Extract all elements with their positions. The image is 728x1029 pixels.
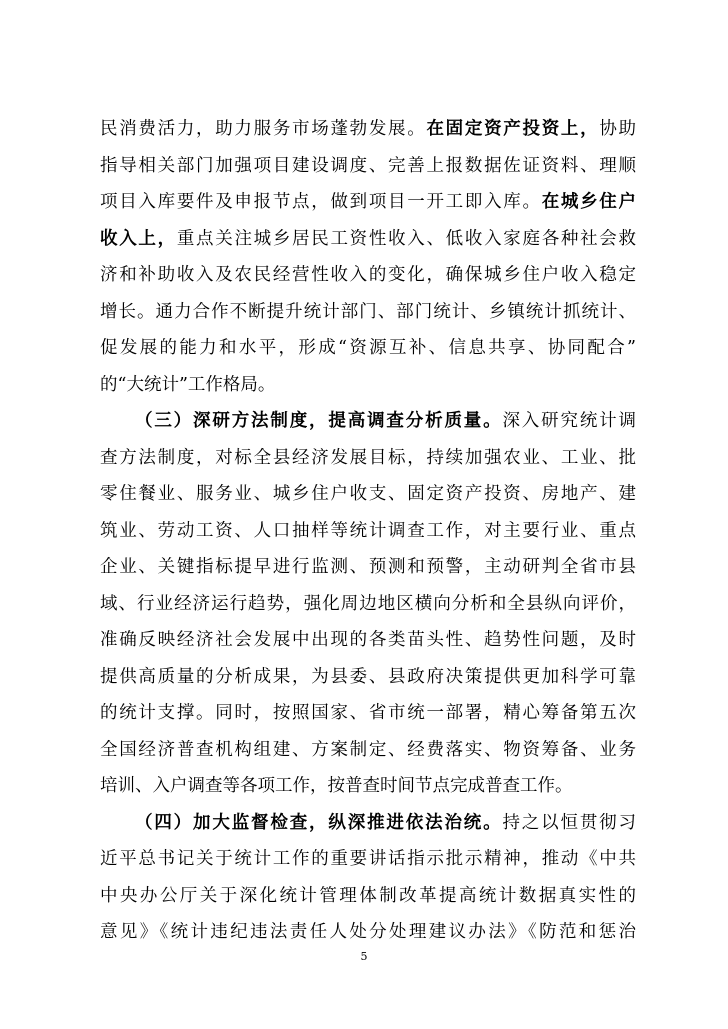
section-heading-line	[100, 403, 636, 440]
bold-text-segment: 收入上，	[100, 228, 177, 249]
page-number: 5	[360, 950, 368, 963]
text-line	[100, 476, 636, 513]
text-segment: 零住餐业、服务业、城乡住户收支、固定资产投资、房地产、建	[100, 484, 636, 504]
text-line	[100, 184, 636, 221]
text-segment: 项目入库要件及申报节点，做到项目一开工即入库。	[100, 192, 542, 212]
text-line	[100, 221, 636, 258]
text-segment: 民消费活力，助力服务市场蓬勃发展。	[100, 119, 427, 139]
bold-text-segment: 在固定资产投资上，	[426, 119, 600, 139]
text-segment: 协助	[599, 119, 637, 139]
text-line	[100, 695, 636, 732]
text-segment: 指导相关部门加强项目建设调度、完善上报数据佐证资料、理顺	[100, 155, 636, 176]
text-line	[100, 148, 636, 185]
text-segment: 筑业、劳动工资、人口抽样等统计调查工作，对主要行业、重点	[100, 520, 636, 541]
text-line	[100, 586, 636, 623]
text-segment: 查方法制度，对标全县经济发展目标，持续加强农业、工业、批	[100, 447, 636, 468]
text-segment: 准确反映经济社会发展中出现的各类苗头性、趋势性问题，及时	[100, 630, 636, 650]
bold-text-segment: （三）深研方法制度，提高调查分析质量。	[135, 411, 503, 431]
text-segment: 意见》《统计违纪违法责任人处分处理建议办法》《防范和惩治	[100, 922, 636, 942]
text-segment: 的“大统计”工作格局。	[100, 374, 276, 395]
section-heading-line	[100, 805, 636, 842]
text-line	[100, 440, 636, 477]
text-segment: 促发展的能力和水平，形成“资源互补、信息共享、协同配合”	[100, 338, 636, 358]
text-segment: 持之以恒贯彻习	[502, 812, 637, 833]
bold-text-segment: 在城乡住户	[541, 192, 637, 212]
text-segment: 济和补助收入及农民经营性收入的变化，确保城乡住户收入稳定	[100, 265, 636, 285]
bold-text-segment: （四）加大监督检查，纵深推进依法治统。	[135, 812, 503, 833]
text-line	[100, 841, 636, 878]
text-segment: 培训、入户调查等各项工作，按普查时间节点完成普查工作。	[100, 776, 573, 796]
document-body	[100, 111, 636, 951]
text-segment: 的统计支撑。同时，按照国家、省市统一部署，精心筹备第五次	[100, 703, 636, 723]
text-line	[100, 257, 636, 294]
text-segment: 近平总书记关于统计工作的重要讲话指示批示精神，推动《中共	[100, 849, 636, 869]
text-segment: 域、行业经济运行趋势，强化周边地区横向分析和全县纵向评价，	[100, 593, 636, 614]
text-line	[100, 659, 636, 696]
text-line	[100, 768, 636, 805]
text-segment: 中央办公厅关于深化统计管理体制改革提高统计数据真实性的	[100, 885, 636, 906]
text-line	[100, 878, 636, 915]
text-segment: 提供高质量的分析成果，为县委、县政府决策提供更加科学可靠	[100, 666, 636, 687]
text-line	[100, 914, 636, 951]
text-line	[100, 732, 636, 769]
text-line	[100, 367, 636, 404]
text-line	[100, 294, 636, 331]
text-segment: 企业、关键指标提早进行监测、预测和预警，主动研判全省市县	[100, 557, 636, 577]
text-segment: 深入研究统计调	[502, 411, 637, 431]
text-line	[100, 330, 636, 367]
text-segment: 全国经济普查机构组建、方案制定、经费落实、物资筹备、业务	[100, 739, 636, 760]
text-line	[100, 513, 636, 550]
text-line	[100, 622, 636, 659]
text-segment: 增长。通力合作不断提升统计部门、部门统计、乡镇统计抓统计、	[100, 301, 636, 322]
text-segment: 重点关注城乡居民工资性收入、低收入家庭各种社会救	[176, 228, 637, 249]
text-line	[100, 111, 636, 148]
text-line	[100, 549, 636, 586]
